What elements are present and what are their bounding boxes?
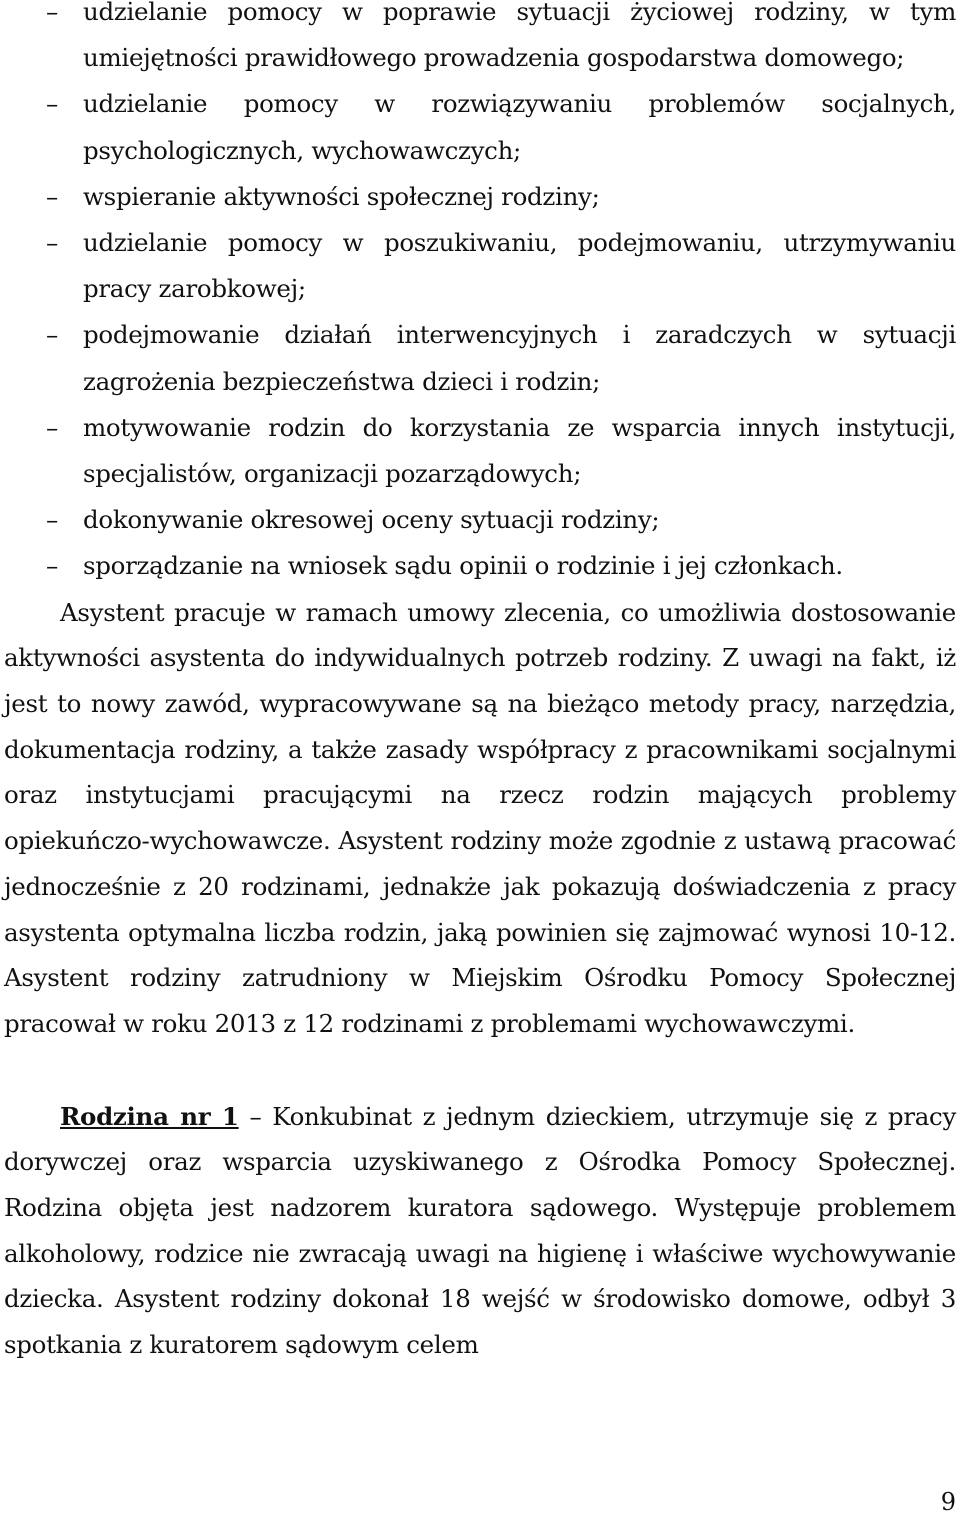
list-item-text: udzielanie pomocy w poszukiwaniu, podejmowaniu, utrzymywaniu pracy zarobkowej;: [83, 228, 956, 304]
list-item-text: podejmowanie działań interwencyjnych i zaradczych w sytuacji zagrożenia bezpieczeństwa dzieci i rodzin;: [83, 320, 956, 396]
dash-marker: –: [46, 181, 58, 211]
list-item-text: sporządzanie na wniosek sądu opinii o rodzinie i jej członkach.: [83, 551, 843, 581]
task-list: [4, 0, 956, 590]
dash-marker: –: [46, 89, 58, 119]
list-item-text: dokonywanie okresowej oceny sytuacji rodziny;: [83, 505, 660, 535]
list-item: [4, 174, 956, 220]
list-item: [4, 543, 956, 589]
list-item: [4, 312, 956, 404]
list-item: [4, 0, 956, 81]
dash-marker: –: [46, 0, 58, 26]
page-number: 9: [940, 1488, 956, 1516]
list-item-text: wspieranie aktywności społecznej rodziny;: [83, 181, 600, 211]
document-page: [4, 0, 956, 1368]
dash-marker: –: [46, 412, 58, 442]
family-heading: Rodzina nr 1: [60, 1101, 239, 1131]
list-item-text: motywowanie rodzin do korzystania ze wsparcia innych instytucji, specjalistów, organizacji pozarządowych;: [83, 412, 956, 489]
dash-marker: –: [46, 551, 58, 581]
list-item-text: udzielanie pomocy w rozwiązywaniu problemów socjalnych, psychologicznych, wychowawczych;: [83, 89, 956, 165]
list-item-text: udzielanie pomocy w poprawie sytuacji życiowej rodziny, w tym umiejętności prawidłowego prowadzenia gospodarstwa domowego;: [83, 0, 956, 73]
list-item: [4, 220, 956, 312]
paragraph-assistant-work: Asystent pracuje w ramach umowy zlecenia, co umożliwia dostosowanie aktywności asystenta do indywidualnych potrzeb rodziny. Z uwagi na fakt, iż jest to nowy zawód, wypracowywane są na bieżąco metody pracy, narzędzia, dokumentacja rodziny, a także zasady współpracy z pracownikami socjalnymi oraz instytucjami pracującymi na rzecz rodzin mających problemy opiekuńczo-wychowawcze. Asystent rodziny może zgodnie z ustawą pracować jednocześnie z 20 rodzinami, jednakże jak pokazują doświadczenia z pracy asystenta optymalna liczba rodzin, jaką powinien się zajmować wynosi 10-12. Asystent rodziny zatrudniony w Miejskim Ośrodku Pomocy Społecznej pracował w roku 2013 z 12 rodzinami z problemami wychowawczymi.: [4, 597, 956, 1038]
paragraph-family-1: [4, 1094, 956, 1368]
dash-marker: –: [46, 228, 58, 258]
dash-marker: –: [46, 320, 58, 350]
list-item: [4, 81, 956, 173]
family-description: – Konkubinat z jednym dzieckiem, utrzymuje się z pracy dorywczej oraz wsparcia uzyskiwanego z Ośrodka Pomocy Społecznej. Rodzina objęta jest nadzorem kuratora sądowego. Występuje problemem alkoholowy, rodzice nie zwracają uwagi na higienę i właściwe wychowywanie dziecka. Asystent rodziny dokonał 18 wejść w środowisko domowe, odbył 3 spotkania z kuratorem sądowym celem: [4, 1101, 956, 1360]
list-item: [4, 405, 956, 497]
dash-marker: –: [46, 505, 58, 535]
list-item: [4, 497, 956, 543]
